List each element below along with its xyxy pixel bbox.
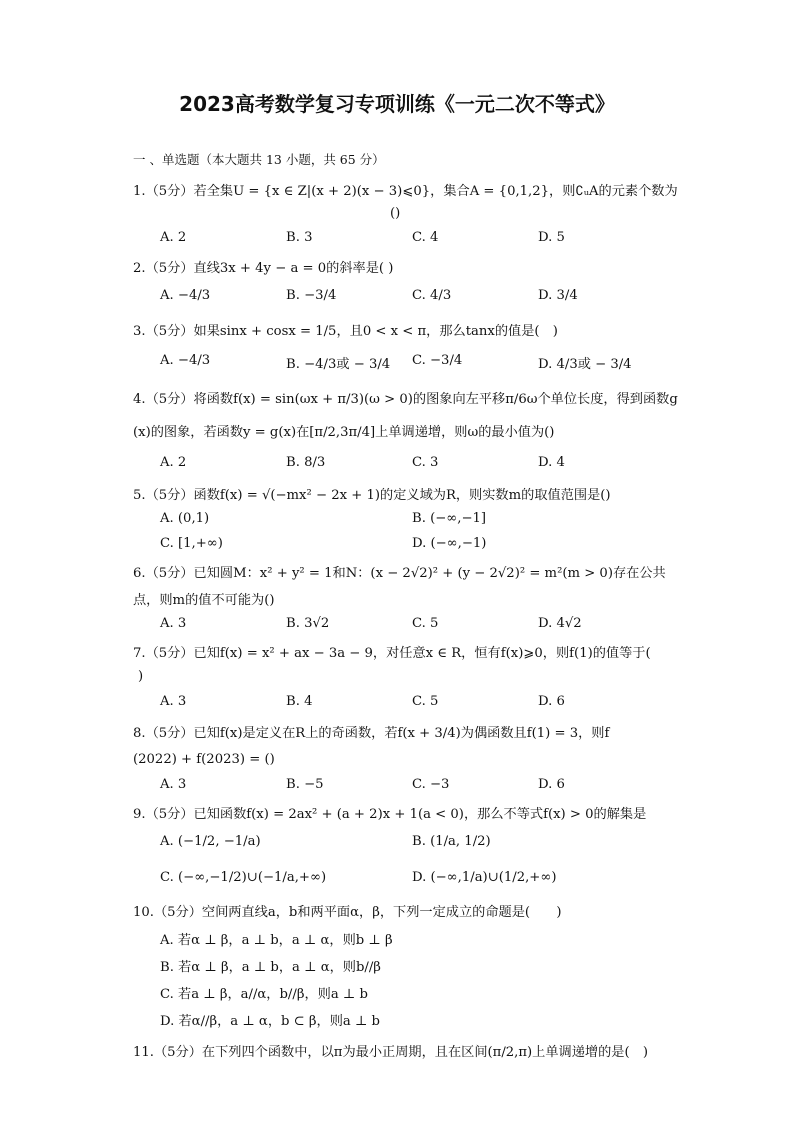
- q10-option-b: B. 若α ⊥ β，a ⊥ b，a ⊥ α，则b//β: [160, 960, 381, 975]
- question-8-text: 8.（5分）已知f(x)是定义在R上的奇函数，若f(x + 3/4)为偶函数且f(1) = 3，则f: [133, 726, 610, 741]
- q5-option-b: B. (−∞,−1]: [412, 511, 487, 526]
- q5-option-c: C. [1,+∞): [160, 536, 223, 551]
- section-heading: 一 、单选题（本大题共 13 小题，共 65 分）: [133, 152, 385, 167]
- q6-option-a: A. 3: [160, 616, 187, 631]
- q2-option-b: B. −3/4: [286, 288, 337, 303]
- q7-option-c: C. 5: [412, 694, 439, 709]
- q1-option-b: B. 3: [286, 230, 313, 245]
- question-8-text-cont: (2022) + f(2023) = (): [133, 752, 275, 767]
- question-7-text: 7.（5分）已知f(x) = x² + ax − 3a − 9，对任意x ∈ R，恒有f(x)⩾0，则f(1)的值等于(: [133, 646, 651, 661]
- question-5-text: 5.（5分）函数f(x) = √(−mx² − 2x + 1)的定义域为R，则实数m的取值范围是(): [133, 488, 611, 503]
- q3-option-a: A. −4/3: [160, 353, 211, 368]
- q7-option-d: D. 6: [538, 694, 565, 709]
- question-3-text: 3.（5分）如果sinx + cosx = 1/5，且0 < x < π，那么tanx的值是( ): [133, 324, 558, 339]
- q6-option-c: C. 5: [412, 616, 439, 631]
- q5-option-a: A. (0,1): [160, 511, 210, 526]
- question-10-text: 10.（5分）空间两直线a，b和两平面α，β，下列一定成立的命题是( ): [133, 905, 562, 920]
- q8-option-c: C. −3: [412, 777, 450, 792]
- question-11-text: 11.（5分）在下列四个函数中，以π为最小正周期，且在区间(π/2,π)上单调递增的是( ): [133, 1045, 648, 1060]
- q7-option-a: A. 3: [160, 694, 187, 709]
- question-9-text: 9.（5分）已知函数f(x) = 2ax² + (a + 2)x + 1(a < 0)，那么不等式f(x) > 0的解集是: [133, 807, 647, 822]
- q6-option-b: B. 3√2: [286, 616, 330, 631]
- q2-option-c: C. 4/3: [412, 288, 452, 303]
- q8-option-d: D. 6: [538, 777, 565, 792]
- q5-option-d: D. (−∞,−1): [412, 536, 487, 551]
- q4-option-c: C. 3: [412, 455, 439, 470]
- q3-option-b: B. −4/3或 − 3/4: [286, 357, 391, 372]
- q10-option-c: C. 若a ⊥ β，a//α，b//β，则a ⊥ b: [160, 987, 368, 1002]
- q4-option-a: A. 2: [160, 455, 187, 470]
- question-1-text: 1.（5分）若全集U = {x ∈ Z|(x + 2)(x − 3)⩽0}，集合A = {0,1,2}，则∁ᵤA的元素个数为: [133, 184, 678, 199]
- q6-option-d: D. 4√2: [538, 616, 582, 631]
- q2-option-d: D. 3/4: [538, 288, 578, 303]
- q3-option-c: C. −3/4: [412, 353, 463, 368]
- question-4-text-cont: (x)的图象，若函数y = g(x)在[π/2,3π/4]上单调递增，则ω的最小值为(): [133, 425, 555, 440]
- question-6-text-cont: 点，则m的值不可能为(): [133, 593, 275, 608]
- question-6-text: 6.（5分）已知圆M：x² + y² = 1和N：(x − 2√2)² + (y − 2√2)² = m²(m > 0)存在公共: [133, 566, 666, 581]
- q10-option-d: D. 若α//β，a ⊥ α，b ⊂ β，则a ⊥ b: [160, 1014, 380, 1029]
- q4-option-d: D. 4: [538, 455, 565, 470]
- question-4-text: 4.（5分）将函数f(x) = sin(ωx + π/3)(ω > 0)的图象向左平移π/6ω个单位长度，得到函数g: [133, 392, 678, 407]
- q9-option-d: D. (−∞,1/a)∪(1/2,+∞): [412, 870, 557, 885]
- q9-option-a: A. (−1/2, −1/a): [160, 834, 261, 849]
- q8-option-a: A. 3: [160, 777, 187, 792]
- question-7-text-cont: ): [138, 669, 144, 684]
- q2-option-a: A. −4/3: [160, 288, 211, 303]
- q7-option-b: B. 4: [286, 694, 313, 709]
- question-2-text: 2.（5分）直线3x + 4y − a = 0的斜率是( ): [133, 261, 394, 276]
- question-1-text-cont: (): [390, 206, 401, 221]
- q9-option-c: C. (−∞,−1/2)∪(−1/a,+∞): [160, 870, 327, 885]
- q1-option-d: D. 5: [538, 230, 565, 245]
- q8-option-b: B. −5: [286, 777, 324, 792]
- q4-option-b: B. 8/3: [286, 455, 326, 470]
- document-title: 2023高考数学复习专项训练《一元二次不等式》: [179, 92, 615, 116]
- q10-option-a: A. 若α ⊥ β，a ⊥ b，a ⊥ α，则b ⊥ β: [160, 933, 393, 948]
- q9-option-b: B. (1/a, 1/2): [412, 834, 491, 849]
- q1-option-a: A. 2: [160, 230, 187, 245]
- q1-option-c: C. 4: [412, 230, 439, 245]
- q3-option-d: D. 4/3或 − 3/4: [538, 357, 632, 372]
